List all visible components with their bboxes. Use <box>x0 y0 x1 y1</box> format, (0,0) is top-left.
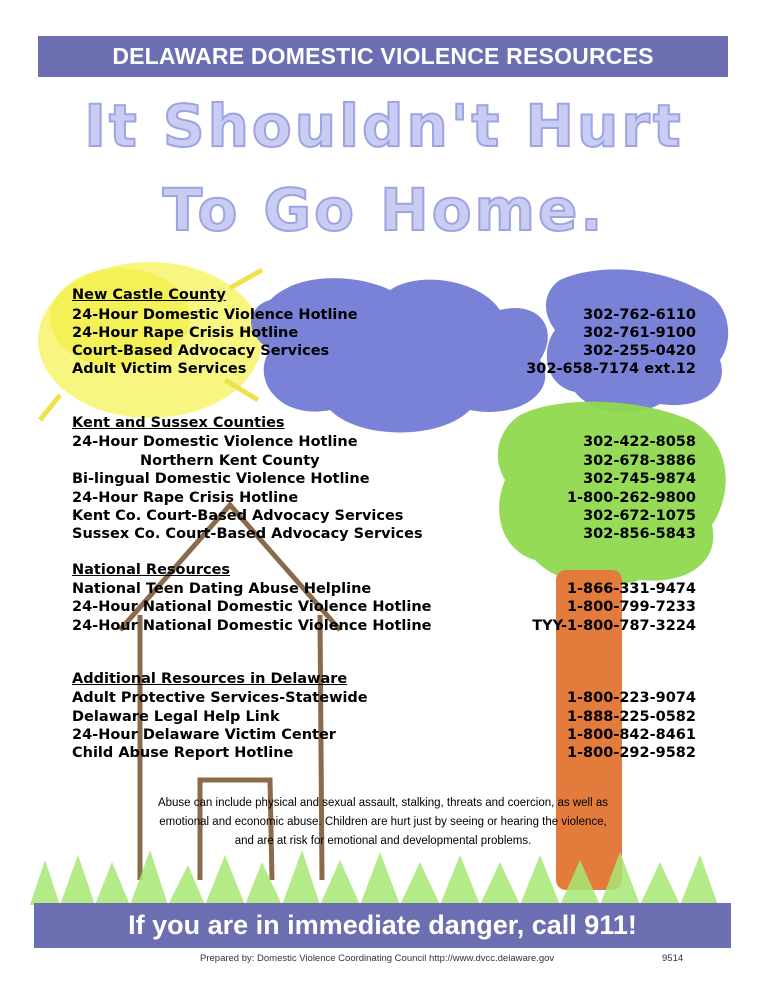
resource-row <box>72 580 696 598</box>
headline-line-2: To Go Home. <box>162 176 606 244</box>
resource-label: 24-Hour Rape Crisis Hotline <box>72 325 299 341</box>
resource-label: Child Abuse Report Hotline <box>72 745 294 761</box>
resource-phone: 302-856-5843 <box>583 526 696 542</box>
resource-phone: 1-866-331-9474 <box>566 581 696 597</box>
section-title-new-castle: New Castle County <box>72 287 226 303</box>
resource-label: Northern Kent County <box>140 453 320 469</box>
resource-phone: 302-761-9100 <box>583 325 696 341</box>
resource-label: Adult Protective Services-Statewide <box>72 690 368 706</box>
resource-phone: 1-800-262-9800 <box>566 490 696 506</box>
resource-label: Delaware Legal Help Link <box>72 709 280 725</box>
section-title-additional: Additional Resources in Delaware <box>72 671 348 687</box>
resource-row <box>72 726 696 744</box>
resource-row <box>72 470 696 488</box>
footer-credit: Prepared by: Domestic Violence Coordinating Council http://www.dvcc.delaware.gov <box>200 953 555 964</box>
resource-label: Court-Based Advocacy Services <box>72 343 330 359</box>
section-title-national: National Resources <box>72 562 231 578</box>
resource-phone: TYY-1-800-787-3224 <box>532 618 696 634</box>
resource-label: Sussex Co. Court-Based Advocacy Services <box>72 526 423 542</box>
resource-phone: 302-658-7174 ext.12 <box>526 361 696 377</box>
note-line: emotional and economic abuse. Children are hurt just by seeing or hearing the violence, <box>159 816 607 828</box>
resource-row <box>72 433 696 451</box>
resource-label: Adult Victim Services <box>72 361 247 377</box>
resource-row <box>72 489 696 507</box>
resource-row <box>72 525 696 543</box>
resource-label: 24-Hour Rape Crisis Hotline <box>72 490 299 506</box>
resource-row <box>72 617 696 635</box>
resource-phone: 302-672-1075 <box>583 508 696 524</box>
footer-code: 9514 <box>662 953 684 964</box>
resource-label: 24-Hour Delaware Victim Center <box>72 727 336 743</box>
resource-row <box>72 342 696 360</box>
note-line: and are at risk for emotional and developmental problems. <box>234 835 532 847</box>
resource-phone: 302-255-0420 <box>583 343 696 359</box>
headline-line-1: It Shouldn't Hurt <box>84 92 684 160</box>
section-title-kent-sussex: Kent and Sussex Counties <box>72 415 285 431</box>
resource-phone: 302-745-9874 <box>583 471 696 487</box>
resource-phone: 1-800-842-8461 <box>566 727 696 743</box>
resource-phone: 302-762-6110 <box>583 307 696 323</box>
abuse-note <box>100 794 666 851</box>
resource-row <box>72 689 696 707</box>
resource-label: 24-Hour Domestic Violence Hotline <box>72 307 358 323</box>
resource-row <box>72 598 696 616</box>
resource-phone: 1-800-223-9074 <box>566 690 696 706</box>
note-line: Abuse can include physical and sexual assault, stalking, threats and coercion, as well as <box>157 797 609 809</box>
resource-phone: 1-800-799-7233 <box>566 599 696 615</box>
resource-row <box>72 507 696 525</box>
resource-row <box>72 324 696 342</box>
resource-phone: 1-800-292-9582 <box>566 745 696 761</box>
resource-label: 24-Hour National Domestic Violence Hotline <box>72 618 432 634</box>
resource-label: Bi-lingual Domestic Violence Hotline <box>72 471 370 487</box>
top-banner: DELAWARE DOMESTIC VIOLENCE RESOURCES <box>38 36 728 77</box>
resource-row <box>72 360 696 378</box>
resource-row <box>72 744 696 762</box>
resource-label: National Teen Dating Abuse Helpline <box>72 581 372 597</box>
resource-row <box>72 306 696 324</box>
resource-label: 24-Hour Domestic Violence Hotline <box>72 434 358 450</box>
resource-label: Kent Co. Court-Based Advocacy Services <box>72 508 404 524</box>
resource-phone: 302-678-3886 <box>583 453 696 469</box>
emergency-banner: If you are in immediate danger, call 911! <box>34 903 731 948</box>
resource-label: 24-Hour National Domestic Violence Hotline <box>72 599 432 615</box>
resource-row <box>72 708 696 726</box>
resource-row <box>72 452 696 470</box>
resource-phone: 302-422-8058 <box>583 434 696 450</box>
resource-phone: 1-888-225-0582 <box>566 709 696 725</box>
